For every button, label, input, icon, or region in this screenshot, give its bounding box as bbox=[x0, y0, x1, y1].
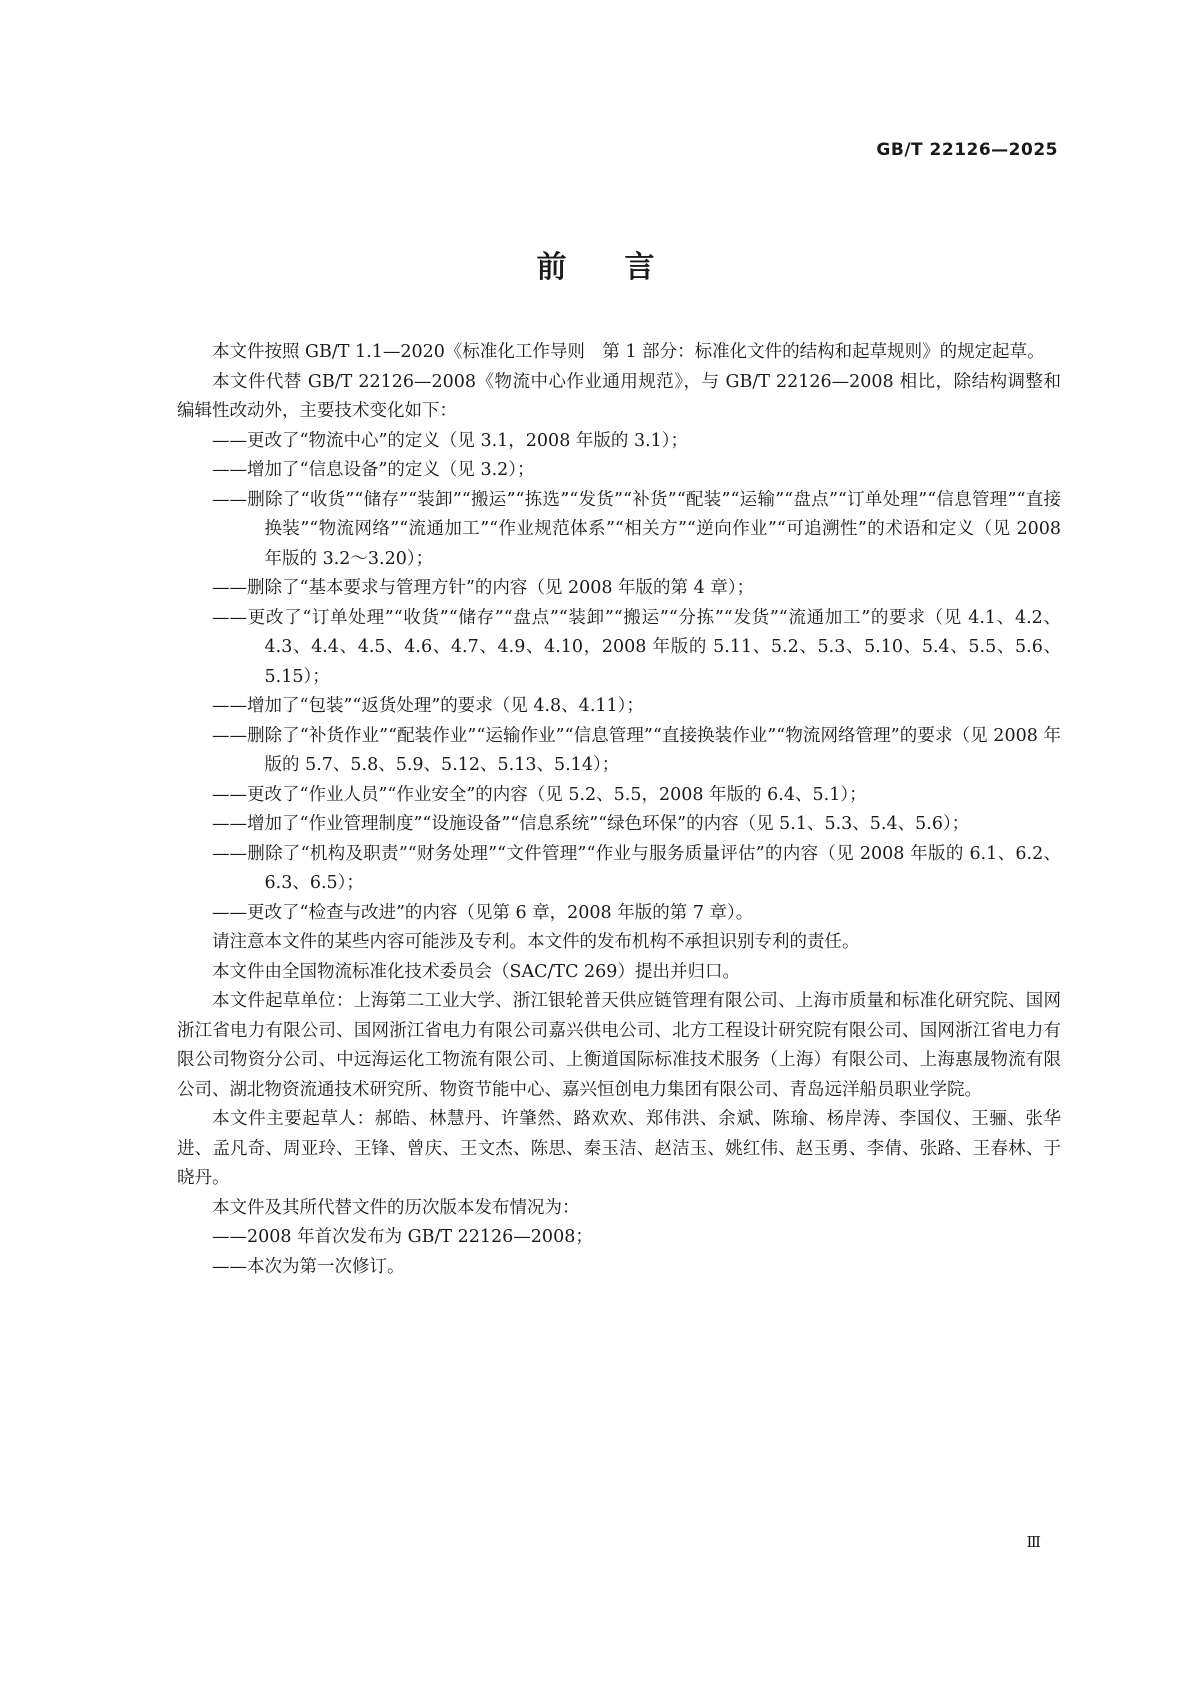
foreword-body bbox=[177, 338, 1061, 1282]
drafting-organizations: 本文件起草单位：上海第二工业大学、浙江银轮普天供应链管理有限公司、上海市质量和标准化研究院、国网浙江省电力有限公司、国网浙江省电力有限公司嘉兴供电公司、北方工程设计研究院有限公司、国网浙江省电力有限公司物资分公司、中远海运化工物流有限公司、上衡道国际标准技术服务（上海）有限公司、上海惠晟物流有限公司、湖北物资流通技术研究所、物资节能中心、嘉兴恒创电力集团有限公司、青岛远洋船员职业学院。 bbox=[177, 991, 1061, 1100]
drafters: 本文件主要起草人：郝皓、林慧丹、许肇然、路欢欢、郑伟洪、余斌、陈瑜、杨岸涛、李国仪、王骊、张华进、孟凡奇、周亚玲、王锋、曾庆、王文杰、陈思、秦玉洁、赵洁玉、姚红伟、赵玉勇、李倩、张路、王春林、于晓丹。 bbox=[177, 1109, 1061, 1188]
change-list-item: ——删除了“收货”“储存”“装卸”“搬运”“拣选”“发货”“补货”“配装”“运输”“盘点”“订单处理”“信息管理”“直接换装”“物流网络”“流通加工”“作业规范体系”“相关方”“逆向作业”“可追溯性”的术语和定义（见 2008 年版的 3.2～3.20）； bbox=[212, 489, 1061, 569]
change-list-item: ——增加了“作业管理制度”“设施设备”“信息系统”“绿色环保”的内容（见 5.1、5.3、5.4、5.6）； bbox=[212, 814, 970, 834]
standard-number: GB/T 22126—2025 bbox=[876, 140, 1058, 160]
change-list-item: ——更改了“物流中心”的定义（见 3.1，2008 年版的 3.1）； bbox=[212, 430, 689, 451]
page-title: 前言 bbox=[536, 250, 713, 285]
version-history-item: ——2008 年首次发布为 GB/T 22126—2008； bbox=[212, 1227, 593, 1247]
page-number: Ⅲ bbox=[1026, 1533, 1041, 1551]
version-history-item: ——本次为第一次修订。 bbox=[212, 1256, 405, 1277]
change-list-item: ——删除了“基本要求与管理方针”的内容（见 2008 年版的第 4 章）； bbox=[212, 578, 755, 598]
version-history-intro: 本文件及其所代替文件的历次版本发布情况为： bbox=[212, 1197, 580, 1218]
change-list-item: ——增加了“包装”“返货处理”的要求（见 4.8、4.11）； bbox=[212, 696, 644, 716]
change-list-item: ——删除了“机构及职责”“财务处理”“文件管理”“作业与服务质量评估”的内容（见 2008 年版的 6.1、6.2、6.3、6.5）； bbox=[212, 843, 1061, 893]
patent-notice: 请注意本文件的某些内容可能涉及专利。本文件的发布机构不承担识别专利的责任。 bbox=[212, 932, 860, 952]
change-list-item: ——删除了“补货作业”“配装作业”“运输作业”“信息管理”“直接换装作业”“物流网络管理”的要求（见 2008 年版的 5.7、5.8、5.9、5.12、5.13、5.14）； bbox=[212, 725, 1061, 775]
paragraph: 本文件按照 GB/T 1.1—2020《标准化工作导则 第 1 部分：标准化文件的结构和起草规则》的规定起草。 bbox=[212, 342, 1045, 362]
change-list-item: ——更改了“作业人员”“作业安全”的内容（见 5.2、5.5，2008 年版的 6.4、5.1）； bbox=[212, 784, 867, 805]
change-list-item: ——增加了“信息设备”的定义（见 3.2）； bbox=[212, 460, 535, 480]
paragraph: 本文件代替 GB/T 22126—2008《物流中心作业通用规范》，与 GB/T 22126—2008 相比，除结构调整和编辑性改动外，主要技术变化如下： bbox=[177, 371, 1061, 421]
proposer-statement: 本文件由全国物流标准化技术委员会（SAC/TC 269）提出并归口。 bbox=[212, 961, 740, 982]
change-list-item: ——更改了“订单处理”“收货”“储存”“盘点”“装卸”“搬运”“分拣”“发货”“流通加工”的要求（见 4.1、4.2、4.3、4.4、4.5、4.6、4.7、4.9、4.10，2008 年版的 5.11、5.2、5.3、5.10、5.4、5.5、5.6、5.15）； bbox=[212, 607, 1061, 687]
change-list-item: ——更改了“检查与改进”的内容（见第 6 章，2008 年版的第 7 章）。 bbox=[212, 902, 754, 923]
